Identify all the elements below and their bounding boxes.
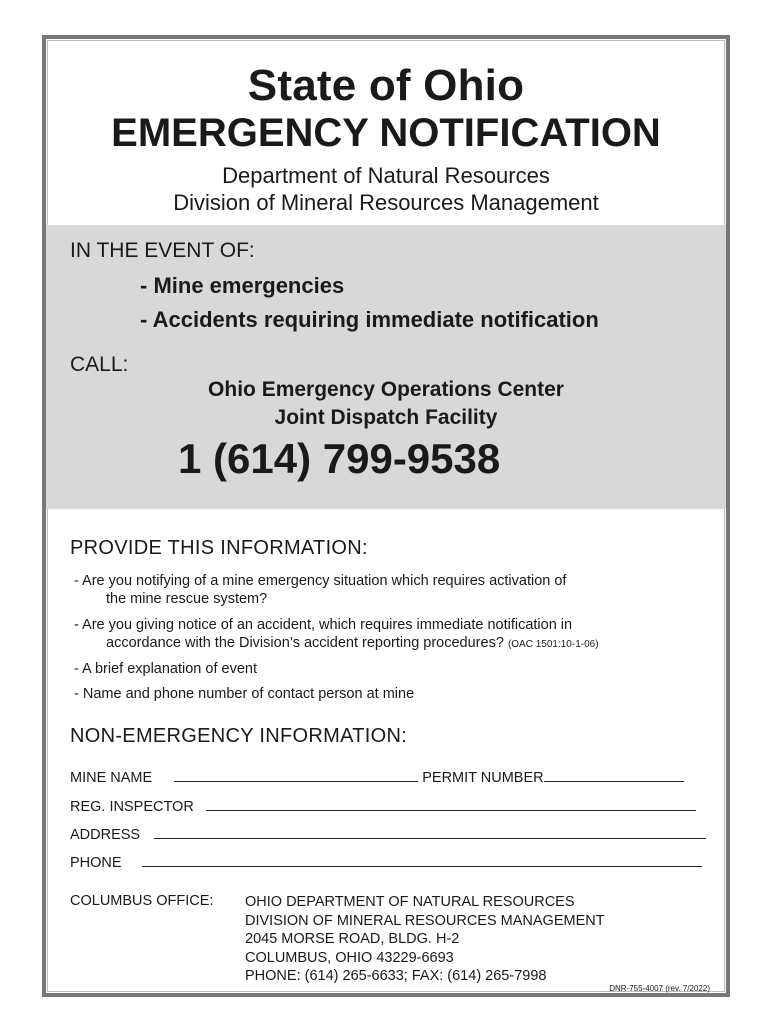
dispatch-facility-name: Joint Dispatch Facility bbox=[274, 406, 498, 429]
notice-frame bbox=[42, 35, 730, 997]
reg-inspector-label: REG. INSPECTOR bbox=[70, 799, 194, 815]
phone-row bbox=[70, 852, 702, 871]
info-bullet bbox=[74, 685, 704, 703]
provide-info-heading: PROVIDE THIS INFORMATION: bbox=[70, 537, 368, 559]
bullet-continuation-text: accordance with the Division’s accident reporting procedures? bbox=[106, 635, 504, 651]
bullet-line: - A brief explanation of event bbox=[74, 661, 257, 677]
columbus-office-label: COLUMBUS OFFICE: bbox=[70, 893, 214, 909]
title-emergency-notification: EMERGENCY NOTIFICATION bbox=[111, 111, 661, 155]
event-item-accidents: - Accidents requiring immediate notification bbox=[140, 307, 599, 332]
permit-number-label: PERMIT NUMBER bbox=[422, 770, 544, 786]
address-row bbox=[70, 824, 706, 843]
permit-number-blank[interactable] bbox=[544, 767, 684, 782]
mine-name-label: MINE NAME bbox=[70, 770, 153, 786]
bullet-line: - Are you giving notice of an accident, which requires immediate notification in bbox=[74, 617, 573, 633]
department-name: Department of Natural Resources bbox=[222, 163, 550, 188]
info-bullet bbox=[74, 616, 704, 654]
event-label: IN THE EVENT OF: bbox=[70, 239, 255, 262]
reg-inspector-blank[interactable] bbox=[206, 796, 696, 811]
emergency-phone-number: 1 (614) 799-9538 bbox=[178, 435, 501, 482]
office-line: 2045 MORSE ROAD, BLDG. H-2 bbox=[245, 931, 460, 947]
event-item-mine-emergencies: - Mine emergencies bbox=[140, 273, 345, 298]
event-call-box bbox=[46, 225, 726, 509]
columbus-office-address bbox=[245, 893, 605, 986]
phone-label: PHONE bbox=[70, 855, 122, 871]
form-number: DNR-755-4007 (rev. 7/2022) bbox=[609, 984, 710, 993]
bullet-continuation: the mine rescue system? bbox=[106, 591, 268, 607]
address-blank[interactable] bbox=[154, 824, 706, 839]
mine-name-blank[interactable] bbox=[174, 767, 418, 782]
non-emergency-heading: NON-EMERGENCY INFORMATION: bbox=[70, 725, 408, 747]
bullet-line: - Name and phone number of contact person at mine bbox=[74, 686, 415, 702]
reg-inspector-row bbox=[70, 796, 696, 815]
info-bullet bbox=[74, 572, 704, 608]
bullet-continuation bbox=[74, 634, 704, 654]
bullet-line: - Are you notifying of a mine emergency situation which requires activation of bbox=[74, 573, 567, 589]
phone-blank[interactable] bbox=[142, 852, 702, 867]
division-name: Division of Mineral Resources Management bbox=[173, 190, 599, 215]
address-label: ADDRESS bbox=[70, 827, 141, 843]
oac-reference: (OAC 1501:10-1-06) bbox=[507, 639, 599, 650]
mine-name-row bbox=[70, 767, 684, 786]
office-line: COLUMBUS, OHIO 43229-6693 bbox=[245, 949, 454, 966]
operations-center-name: Ohio Emergency Operations Center bbox=[208, 378, 564, 401]
call-label: CALL: bbox=[70, 353, 129, 376]
office-line: PHONE: (614) 265-6633; FAX: (614) 265-7998 bbox=[245, 968, 547, 984]
title-state: State of Ohio bbox=[247, 61, 525, 110]
office-line: DIVISION OF MINERAL RESOURCES MANAGEMENT bbox=[245, 912, 605, 929]
office-line: OHIO DEPARTMENT OF NATURAL RESOURCES bbox=[245, 894, 575, 910]
info-bullet bbox=[74, 660, 704, 678]
